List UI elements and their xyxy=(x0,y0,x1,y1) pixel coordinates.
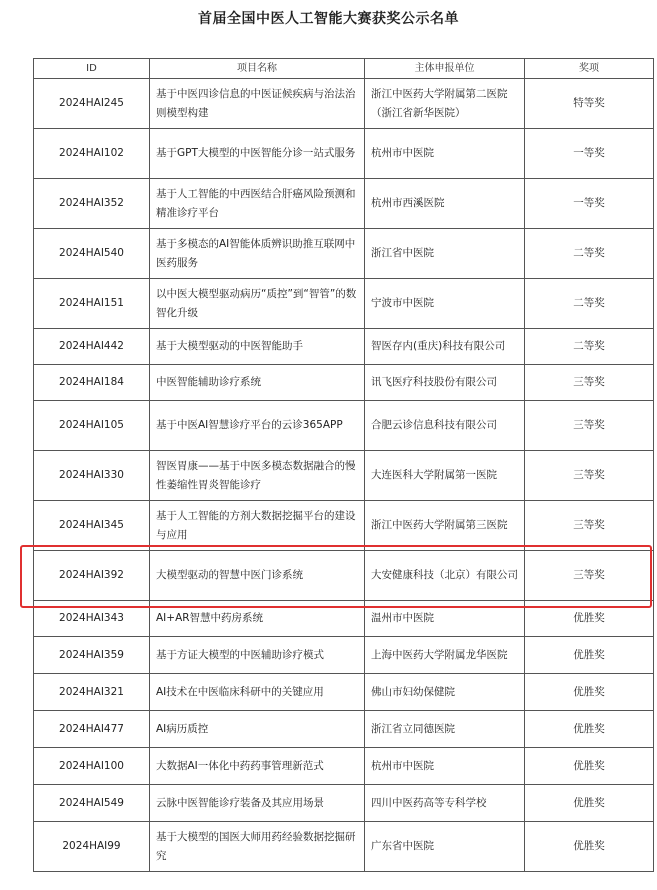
cell-award: 特等奖 xyxy=(525,79,654,129)
award-table xyxy=(33,58,654,872)
cell-award: 一等奖 xyxy=(525,129,654,179)
cell-award: 优胜奖 xyxy=(525,785,654,822)
cell-award: 优胜奖 xyxy=(525,674,654,711)
cell-id: 2024HAI100 xyxy=(34,748,150,785)
cell-project-name: AI+AR智慧中药房系统 xyxy=(150,601,365,637)
cell-id: 2024HAI151 xyxy=(34,279,150,329)
table-row xyxy=(34,637,654,674)
cell-award: 三等奖 xyxy=(525,451,654,501)
table-row xyxy=(34,451,654,501)
cell-award: 三等奖 xyxy=(525,551,654,601)
cell-unit: 温州市中医院 xyxy=(365,601,525,637)
cell-id: 2024HAI549 xyxy=(34,785,150,822)
table-row-highlighted xyxy=(34,551,654,601)
cell-project-name: 大模型驱动的智慧中医门诊系统 xyxy=(150,551,365,601)
cell-unit: 广东省中医院 xyxy=(365,822,525,872)
cell-project-name: 基于大模型驱动的中医智能助手 xyxy=(150,329,365,365)
cell-unit: 四川中医药高等专科学校 xyxy=(365,785,525,822)
cell-id: 2024HAI245 xyxy=(34,79,150,129)
table-row xyxy=(34,822,654,872)
cell-id: 2024HAI330 xyxy=(34,451,150,501)
cell-id: 2024HAI105 xyxy=(34,401,150,451)
cell-unit: 浙江中医药大学附属第二医院（浙江省新华医院） xyxy=(365,79,525,129)
cell-unit: 合肥云诊信息科技有限公司 xyxy=(365,401,525,451)
cell-id: 2024HAI321 xyxy=(34,674,150,711)
cell-unit: 杭州市中医院 xyxy=(365,748,525,785)
cell-unit: 浙江中医药大学附属第三医院 xyxy=(365,501,525,551)
cell-unit: 杭州市中医院 xyxy=(365,129,525,179)
cell-project-name: 基于人工智能的方剂大数据挖掘平台的建设与应用 xyxy=(150,501,365,551)
cell-award: 三等奖 xyxy=(525,501,654,551)
table-header-row xyxy=(34,59,654,79)
cell-award: 优胜奖 xyxy=(525,822,654,872)
cell-id: 2024HAI184 xyxy=(34,365,150,401)
cell-project-name: AI技术在中医临床科研中的关键应用 xyxy=(150,674,365,711)
cell-project-name: 中医智能辅助诊疗系统 xyxy=(150,365,365,401)
table-row xyxy=(34,785,654,822)
table-row xyxy=(34,711,654,748)
cell-id: 2024HAI352 xyxy=(34,179,150,229)
cell-unit: 佛山市妇幼保健院 xyxy=(365,674,525,711)
cell-project-name: AI病历质控 xyxy=(150,711,365,748)
cell-award: 优胜奖 xyxy=(525,711,654,748)
cell-project-name: 云脉中医智能诊疗装备及其应用场景 xyxy=(150,785,365,822)
cell-award: 优胜奖 xyxy=(525,637,654,674)
cell-project-name: 基于人工智能的中西医结合肝癌风险预测和精准诊疗平台 xyxy=(150,179,365,229)
header-id: ID xyxy=(34,59,150,79)
cell-unit: 大连医科大学附属第一医院 xyxy=(365,451,525,501)
cell-project-name: 基于GPT大模型的中医智能分诊一站式服务 xyxy=(150,129,365,179)
table-row xyxy=(34,365,654,401)
cell-project-name: 基于中医四诊信息的中医证候疾病与治法治则模型构建 xyxy=(150,79,365,129)
cell-unit: 讯飞医疗科技股份有限公司 xyxy=(365,365,525,401)
cell-award: 二等奖 xyxy=(525,329,654,365)
cell-unit: 大安健康科技（北京）有限公司 xyxy=(365,551,525,601)
cell-id: 2024HAI540 xyxy=(34,229,150,279)
cell-id: 2024HAI102 xyxy=(34,129,150,179)
table-row xyxy=(34,674,654,711)
header-award: 奖项 xyxy=(525,59,654,79)
cell-project-name: 基于大模型的国医大师用药经验数据挖掘研究 xyxy=(150,822,365,872)
cell-id: 2024HAI345 xyxy=(34,501,150,551)
cell-project-name: 基于中医AI智慧诊疗平台的云诊365APP xyxy=(150,401,365,451)
cell-id: 2024HAI477 xyxy=(34,711,150,748)
page-title: 首届全国中医人工智能大赛获奖公示名单 xyxy=(198,11,459,27)
header-applicant-unit: 主体申报单位 xyxy=(365,59,525,79)
cell-unit: 杭州市西溪医院 xyxy=(365,179,525,229)
cell-project-name: 智医胃康——基于中医多模态数据融合的慢性萎缩性胃炎智能诊疗 xyxy=(150,451,365,501)
table-row xyxy=(34,129,654,179)
cell-project-name: 基于方证大模型的中医辅助诊疗模式 xyxy=(150,637,365,674)
cell-id: 2024HAI343 xyxy=(34,601,150,637)
table-row xyxy=(34,501,654,551)
cell-unit: 宁波市中医院 xyxy=(365,279,525,329)
cell-unit: 浙江省立同德医院 xyxy=(365,711,525,748)
cell-id: 2024HAI442 xyxy=(34,329,150,365)
cell-unit: 浙江省中医院 xyxy=(365,229,525,279)
table-row xyxy=(34,279,654,329)
cell-unit: 智医存内(重庆)科技有限公司 xyxy=(365,329,525,365)
cell-award: 优胜奖 xyxy=(525,748,654,785)
cell-id: 2024HAI359 xyxy=(34,637,150,674)
table-row xyxy=(34,329,654,365)
cell-project-name: 以中医大模型驱动病历“质控”到“智管”的数智化升级 xyxy=(150,279,365,329)
cell-project-name: 基于多模态的AI智能体质辨识助推互联网中医药服务 xyxy=(150,229,365,279)
table-row xyxy=(34,229,654,279)
table-row xyxy=(34,79,654,129)
header-project-name: 项目名称 xyxy=(150,59,365,79)
table-row xyxy=(34,179,654,229)
cell-award: 优胜奖 xyxy=(525,601,654,637)
cell-award: 二等奖 xyxy=(525,229,654,279)
cell-award: 三等奖 xyxy=(525,401,654,451)
table-row xyxy=(34,748,654,785)
cell-id: 2024HAI99 xyxy=(34,822,150,872)
cell-unit: 上海中医药大学附属龙华医院 xyxy=(365,637,525,674)
cell-award: 二等奖 xyxy=(525,279,654,329)
cell-award: 一等奖 xyxy=(525,179,654,229)
table-row xyxy=(34,601,654,637)
cell-project-name: 大数据AI一体化中药药事管理新范式 xyxy=(150,748,365,785)
cell-award: 三等奖 xyxy=(525,365,654,401)
table-row xyxy=(34,401,654,451)
cell-id: 2024HAI392 xyxy=(34,551,150,601)
